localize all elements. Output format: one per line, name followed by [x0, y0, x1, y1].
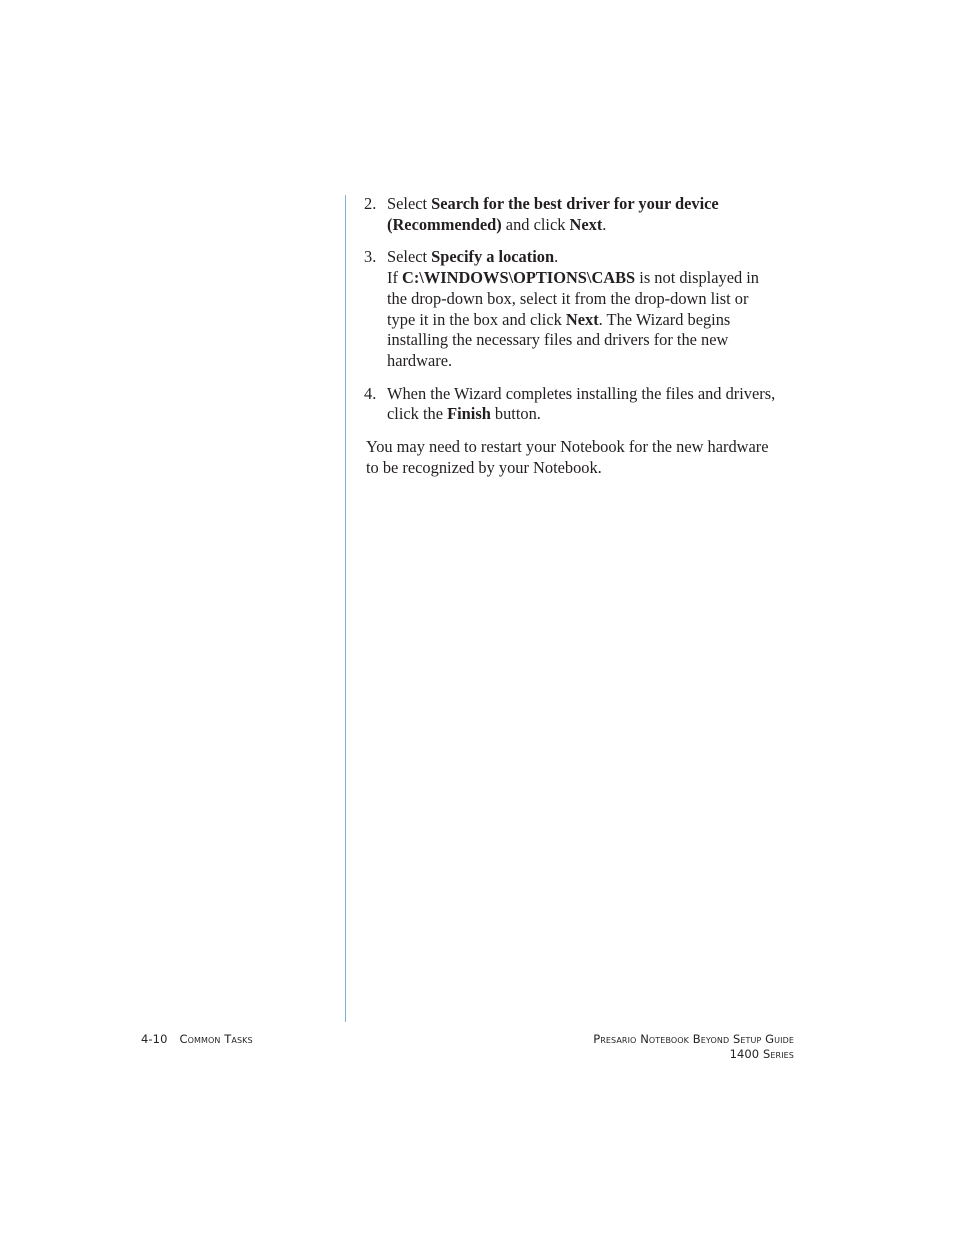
step-line [387, 310, 798, 331]
step-line [387, 330, 798, 351]
book-title: Presario Notebook Beyond Setup Guide [593, 1032, 794, 1046]
step-text: . [554, 247, 559, 267]
step-text: is not displayed in [635, 267, 760, 287]
margin-rule [345, 195, 346, 1022]
step-text: installing the necessary files and drivers for the new [387, 330, 729, 350]
step-line [387, 289, 798, 310]
step-text: . [602, 214, 607, 234]
book-series: 1400 Series [729, 1047, 794, 1061]
step-text: Select [387, 247, 432, 267]
step-text: click the [387, 404, 448, 424]
step-text: and click [501, 214, 570, 234]
step-number: 4. [364, 383, 377, 403]
main-content [366, 194, 798, 478]
step-line [387, 247, 798, 268]
step-line [387, 351, 798, 372]
footer-left [141, 1032, 253, 1047]
step-4 [366, 384, 798, 426]
finish-button-reference: Finish [447, 404, 491, 424]
step-3 [366, 247, 798, 372]
step-text: the drop-down box, select it from the drop-down list or [387, 288, 749, 308]
step-text: type it in the box and click [387, 309, 566, 329]
closing-paragraph [366, 437, 798, 479]
step-line [387, 194, 798, 215]
step-text: Select [387, 194, 432, 213]
step-text: hardware. [387, 351, 453, 371]
step-text: If [387, 267, 403, 287]
next-button-reference: Next [569, 214, 603, 234]
option-search-best-driver: Search for the best driver for your device [431, 194, 719, 213]
footer-right [540, 1032, 794, 1062]
step-line [387, 384, 798, 405]
step-number: 3. [364, 247, 377, 267]
step-text: . The Wizard begins [598, 309, 731, 329]
cabs-path: C:\WINDOWS\OPTIONS\CABS [402, 267, 636, 287]
page-number: 4-10 [141, 1032, 168, 1046]
step-text: When the Wizard completes installing the files and drivers, [387, 383, 776, 403]
section-title: Common Tasks [179, 1032, 253, 1046]
step-text: button. [490, 404, 541, 424]
step-line [387, 268, 798, 289]
step-line [387, 404, 798, 425]
option-specify-location: Specify a location [431, 247, 555, 267]
step-line [387, 215, 798, 236]
next-button-reference: Next [565, 309, 599, 329]
step-2 [366, 194, 798, 236]
closing-line: to be recognized by your Notebook. [366, 457, 602, 477]
option-recommended: (Recommended) [387, 214, 502, 234]
closing-line: You may need to restart your Notebook for the new hardware [366, 436, 769, 456]
step-number: 2. [364, 194, 377, 213]
